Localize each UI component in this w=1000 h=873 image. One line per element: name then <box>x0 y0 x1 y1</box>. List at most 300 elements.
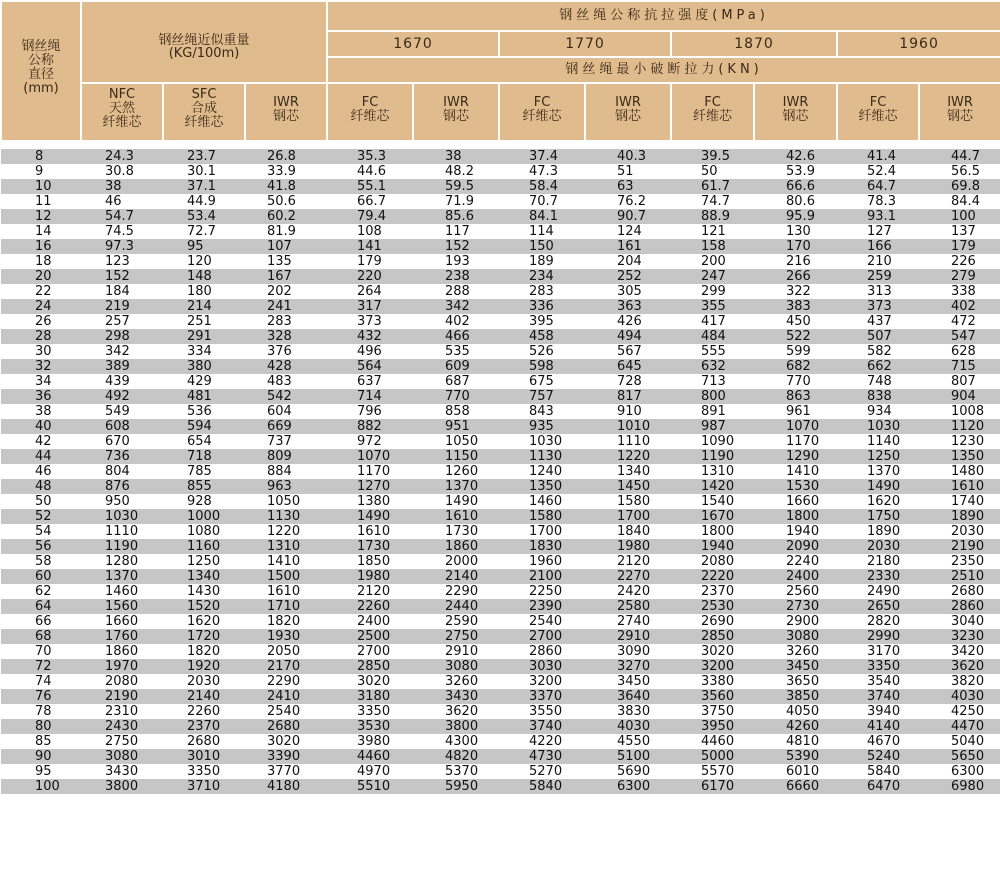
col-header-sfc: SFC 合成 纤维芯 <box>163 83 245 141</box>
col-header-fc-1960: FC 纤维芯 <box>837 83 919 141</box>
force-fc-1960-cell: 1890 <box>837 524 919 539</box>
force-fc-1960-cell: 2490 <box>837 584 919 599</box>
diameter-cell: 12 <box>1 209 81 224</box>
grade-header-1870: 1870 <box>671 31 837 57</box>
weight-header: 钢丝绳近似重量 (KG/100m) <box>81 1 327 83</box>
diameter-cell: 44 <box>1 449 81 464</box>
force-fc-1670-cell: 1380 <box>327 494 413 509</box>
col-header-iwr-1960: IWR 钢芯 <box>919 83 1000 141</box>
force-fc-1960-cell: 3350 <box>837 659 919 674</box>
force-fc-1770-cell: 757 <box>499 389 585 404</box>
force-iwr-1960-cell: 3620 <box>919 659 1000 674</box>
force-fc-1670-cell: 1270 <box>327 479 413 494</box>
force-iwr-1960-cell: 2680 <box>919 584 1000 599</box>
force-fc-1870-cell: 1090 <box>671 434 754 449</box>
force-fc-1670-cell: 1070 <box>327 449 413 464</box>
force-iwr-1870-cell: 5390 <box>754 749 837 764</box>
force-iwr-1770-cell: 63 <box>585 179 671 194</box>
force-fc-1870-cell: 3380 <box>671 674 754 689</box>
weight-iwr-cell: 3020 <box>245 734 327 749</box>
force-fc-1770-cell: 5270 <box>499 764 585 779</box>
force-fc-1960-cell: 5840 <box>837 764 919 779</box>
force-fc-1670-cell: 2400 <box>327 614 413 629</box>
force-fc-1670-cell: 179 <box>327 254 413 269</box>
force-iwr-1670-cell: 288 <box>413 284 499 299</box>
force-iwr-1770-cell: 1580 <box>585 494 671 509</box>
table-row <box>1 689 1000 704</box>
force-iwr-1960-cell: 5040 <box>919 734 1000 749</box>
force-iwr-1870-cell: 170 <box>754 239 837 254</box>
force-iwr-1670-cell: 38 <box>413 149 499 164</box>
force-fc-1870-cell: 355 <box>671 299 754 314</box>
force-iwr-1870-cell: 6010 <box>754 764 837 779</box>
force-iwr-1670-cell: 535 <box>413 344 499 359</box>
weight-sfc-cell: 654 <box>163 434 245 449</box>
weight-sfc-cell: 1520 <box>163 599 245 614</box>
weight-sfc-cell: 380 <box>163 359 245 374</box>
force-fc-1870-cell: 299 <box>671 284 754 299</box>
weight-iwr-cell: 809 <box>245 449 327 464</box>
weight-iwr-cell: 41.8 <box>245 179 327 194</box>
force-iwr-1670-cell: 1150 <box>413 449 499 464</box>
force-iwr-1770-cell: 1110 <box>585 434 671 449</box>
force-iwr-1870-cell: 4260 <box>754 719 837 734</box>
weight-nfc-cell: 804 <box>81 464 163 479</box>
force-iwr-1960-cell: 1008 <box>919 404 1000 419</box>
weight-nfc-cell: 3800 <box>81 779 163 794</box>
weight-sfc-cell: 855 <box>163 479 245 494</box>
force-iwr-1670-cell: 2290 <box>413 584 499 599</box>
force-fc-1670-cell: 373 <box>327 314 413 329</box>
force-fc-1770-cell: 70.7 <box>499 194 585 209</box>
diameter-header: 钢丝绳 公称 直径 (mm) <box>1 1 81 141</box>
force-fc-1770-cell: 336 <box>499 299 585 314</box>
force-iwr-1670-cell: 5370 <box>413 764 499 779</box>
diameter-cell: 9 <box>1 164 81 179</box>
force-iwr-1870-cell: 1530 <box>754 479 837 494</box>
diameter-cell: 30 <box>1 344 81 359</box>
force-fc-1670-cell: 3350 <box>327 704 413 719</box>
force-fc-1770-cell: 189 <box>499 254 585 269</box>
force-fc-1670-cell: 108 <box>327 224 413 239</box>
table-row <box>1 284 1000 299</box>
col-header-nfc: NFC 天然 纤维芯 <box>81 83 163 141</box>
force-fc-1770-cell: 150 <box>499 239 585 254</box>
table-row <box>1 734 1000 749</box>
force-fc-1870-cell: 121 <box>671 224 754 239</box>
weight-nfc-cell: 1970 <box>81 659 163 674</box>
col-header-iwr: IWR 钢芯 <box>245 83 327 141</box>
weight-iwr-cell: 604 <box>245 404 327 419</box>
diameter-cell: 56 <box>1 539 81 554</box>
col-header-iwr-1770: IWR 钢芯 <box>585 83 671 141</box>
force-iwr-1770-cell: 3830 <box>585 704 671 719</box>
force-fc-1670-cell: 1610 <box>327 524 413 539</box>
diameter-cell: 70 <box>1 644 81 659</box>
weight-iwr-cell: 1500 <box>245 569 327 584</box>
weight-iwr-cell: 884 <box>245 464 327 479</box>
force-iwr-1960-cell: 84.4 <box>919 194 1000 209</box>
force-iwr-1670-cell: 2440 <box>413 599 499 614</box>
force-iwr-1770-cell: 817 <box>585 389 671 404</box>
force-iwr-1770-cell: 2120 <box>585 554 671 569</box>
force-fc-1870-cell: 39.5 <box>671 149 754 164</box>
force-iwr-1960-cell: 1740 <box>919 494 1000 509</box>
force-fc-1670-cell: 2120 <box>327 584 413 599</box>
weight-nfc-cell: 389 <box>81 359 163 374</box>
force-iwr-1960-cell: 1480 <box>919 464 1000 479</box>
force-iwr-1960-cell: 2030 <box>919 524 1000 539</box>
force-fc-1870-cell: 484 <box>671 329 754 344</box>
weight-iwr-cell: 328 <box>245 329 327 344</box>
force-fc-1960-cell: 2180 <box>837 554 919 569</box>
weight-nfc-cell: 3080 <box>81 749 163 764</box>
force-fc-1770-cell: 2540 <box>499 614 585 629</box>
force-fc-1870-cell: 2220 <box>671 569 754 584</box>
weight-nfc-cell: 54.7 <box>81 209 163 224</box>
weight-iwr-cell: 483 <box>245 374 327 389</box>
force-iwr-1670-cell: 71.9 <box>413 194 499 209</box>
force-iwr-1960-cell: 472 <box>919 314 1000 329</box>
force-fc-1770-cell: 675 <box>499 374 585 389</box>
force-iwr-1960-cell: 3040 <box>919 614 1000 629</box>
table-row <box>1 614 1000 629</box>
weight-nfc-cell: 298 <box>81 329 163 344</box>
force-iwr-1870-cell: 3260 <box>754 644 837 659</box>
force-iwr-1960-cell: 1230 <box>919 434 1000 449</box>
table-row <box>1 494 1000 509</box>
force-iwr-1670-cell: 1860 <box>413 539 499 554</box>
force-fc-1870-cell: 1800 <box>671 524 754 539</box>
diameter-cell: 52 <box>1 509 81 524</box>
force-iwr-1770-cell: 5690 <box>585 764 671 779</box>
force-iwr-1770-cell: 124 <box>585 224 671 239</box>
force-iwr-1870-cell: 2560 <box>754 584 837 599</box>
force-iwr-1960-cell: 547 <box>919 329 1000 344</box>
force-fc-1770-cell: 2390 <box>499 599 585 614</box>
force-iwr-1670-cell: 2140 <box>413 569 499 584</box>
force-fc-1960-cell: 210 <box>837 254 919 269</box>
force-fc-1770-cell: 3550 <box>499 704 585 719</box>
diameter-cell: 24 <box>1 299 81 314</box>
weight-iwr-cell: 1310 <box>245 539 327 554</box>
force-fc-1670-cell: 637 <box>327 374 413 389</box>
force-iwr-1870-cell: 1800 <box>754 509 837 524</box>
force-fc-1870-cell: 3950 <box>671 719 754 734</box>
weight-sfc-cell: 23.7 <box>163 149 245 164</box>
force-iwr-1960-cell: 1350 <box>919 449 1000 464</box>
force-fc-1870-cell: 3020 <box>671 644 754 659</box>
weight-sfc-cell: 2140 <box>163 689 245 704</box>
force-iwr-1770-cell: 252 <box>585 269 671 284</box>
weight-nfc-cell: 2430 <box>81 719 163 734</box>
diameter-cell: 100 <box>1 779 81 794</box>
force-iwr-1670-cell: 238 <box>413 269 499 284</box>
weight-iwr-cell: 283 <box>245 314 327 329</box>
force-fc-1960-cell: 259 <box>837 269 919 284</box>
force-fc-1770-cell: 1460 <box>499 494 585 509</box>
force-iwr-1670-cell: 3620 <box>413 704 499 719</box>
weight-nfc-cell: 2080 <box>81 674 163 689</box>
force-iwr-1960-cell: 6300 <box>919 764 1000 779</box>
force-iwr-1670-cell: 402 <box>413 314 499 329</box>
force-fc-1770-cell: 4220 <box>499 734 585 749</box>
weight-iwr-cell: 1410 <box>245 554 327 569</box>
force-fc-1960-cell: 3740 <box>837 689 919 704</box>
weight-sfc-cell: 148 <box>163 269 245 284</box>
weight-sfc-cell: 481 <box>163 389 245 404</box>
force-fc-1960-cell: 1750 <box>837 509 919 524</box>
table-header <box>1 1 1000 141</box>
force-iwr-1670-cell: 5950 <box>413 779 499 794</box>
force-iwr-1870-cell: 2400 <box>754 569 837 584</box>
force-fc-1670-cell: 317 <box>327 299 413 314</box>
force-iwr-1770-cell: 1450 <box>585 479 671 494</box>
force-fc-1960-cell: 3540 <box>837 674 919 689</box>
force-fc-1870-cell: 800 <box>671 389 754 404</box>
force-iwr-1670-cell: 59.5 <box>413 179 499 194</box>
force-fc-1770-cell: 1830 <box>499 539 585 554</box>
weight-sfc-cell: 536 <box>163 404 245 419</box>
force-fc-1770-cell: 3370 <box>499 689 585 704</box>
force-iwr-1870-cell: 1940 <box>754 524 837 539</box>
force-iwr-1770-cell: 4550 <box>585 734 671 749</box>
force-iwr-1870-cell: 383 <box>754 299 837 314</box>
weight-sfc-cell: 1620 <box>163 614 245 629</box>
weight-iwr-cell: 2680 <box>245 719 327 734</box>
weight-iwr-cell: 241 <box>245 299 327 314</box>
force-fc-1960-cell: 437 <box>837 314 919 329</box>
force-iwr-1870-cell: 3650 <box>754 674 837 689</box>
force-fc-1770-cell: 1030 <box>499 434 585 449</box>
force-fc-1960-cell: 582 <box>837 344 919 359</box>
diameter-cell: 34 <box>1 374 81 389</box>
force-fc-1960-cell: 5240 <box>837 749 919 764</box>
table-row <box>1 269 1000 284</box>
force-iwr-1870-cell: 266 <box>754 269 837 284</box>
weight-iwr-cell: 1930 <box>245 629 327 644</box>
force-iwr-1670-cell: 609 <box>413 359 499 374</box>
force-fc-1870-cell: 200 <box>671 254 754 269</box>
force-iwr-1770-cell: 2420 <box>585 584 671 599</box>
grade-header-1670: 1670 <box>327 31 499 57</box>
weight-nfc-cell: 1190 <box>81 539 163 554</box>
force-fc-1770-cell: 458 <box>499 329 585 344</box>
table-row <box>1 704 1000 719</box>
force-iwr-1960-cell: 1120 <box>919 419 1000 434</box>
diameter-cell: 48 <box>1 479 81 494</box>
force-iwr-1670-cell: 2910 <box>413 644 499 659</box>
table-row <box>1 209 1000 224</box>
table-row <box>1 389 1000 404</box>
force-iwr-1770-cell: 305 <box>585 284 671 299</box>
force-fc-1670-cell: 220 <box>327 269 413 284</box>
table-row <box>1 434 1000 449</box>
force-fc-1670-cell: 882 <box>327 419 413 434</box>
diameter-cell: 78 <box>1 704 81 719</box>
diameter-cell: 50 <box>1 494 81 509</box>
force-fc-1670-cell: 1490 <box>327 509 413 524</box>
force-iwr-1960-cell: 807 <box>919 374 1000 389</box>
force-fc-1960-cell: 64.7 <box>837 179 919 194</box>
diameter-cell: 32 <box>1 359 81 374</box>
weight-iwr-cell: 1220 <box>245 524 327 539</box>
weight-sfc-cell: 1720 <box>163 629 245 644</box>
force-fc-1670-cell: 3180 <box>327 689 413 704</box>
force-iwr-1870-cell: 1170 <box>754 434 837 449</box>
force-fc-1770-cell: 3740 <box>499 719 585 734</box>
force-iwr-1960-cell: 3420 <box>919 644 1000 659</box>
weight-sfc-cell: 2260 <box>163 704 245 719</box>
force-fc-1870-cell: 2850 <box>671 629 754 644</box>
force-fc-1670-cell: 564 <box>327 359 413 374</box>
force-fc-1960-cell: 1030 <box>837 419 919 434</box>
weight-nfc-cell: 1460 <box>81 584 163 599</box>
weight-iwr-cell: 33.9 <box>245 164 327 179</box>
table-row <box>1 659 1000 674</box>
force-iwr-1670-cell: 1260 <box>413 464 499 479</box>
weight-iwr-cell: 2410 <box>245 689 327 704</box>
force-iwr-1960-cell: 226 <box>919 254 1000 269</box>
force-iwr-1870-cell: 3080 <box>754 629 837 644</box>
table-row <box>1 584 1000 599</box>
force-iwr-1670-cell: 48.2 <box>413 164 499 179</box>
force-fc-1670-cell: 5510 <box>327 779 413 794</box>
table-row <box>1 404 1000 419</box>
strength-header: 钢丝绳公称抗拉强度(MPa) <box>327 1 1000 31</box>
weight-nfc-cell: 97.3 <box>81 239 163 254</box>
force-fc-1870-cell: 3750 <box>671 704 754 719</box>
force-iwr-1870-cell: 2240 <box>754 554 837 569</box>
force-iwr-1870-cell: 522 <box>754 329 837 344</box>
weight-nfc-cell: 876 <box>81 479 163 494</box>
force-iwr-1670-cell: 117 <box>413 224 499 239</box>
force-fc-1960-cell: 6470 <box>837 779 919 794</box>
diameter-cell: 58 <box>1 554 81 569</box>
weight-iwr-cell: 963 <box>245 479 327 494</box>
force-fc-1870-cell: 713 <box>671 374 754 389</box>
force-iwr-1770-cell: 2910 <box>585 629 671 644</box>
force-iwr-1960-cell: 715 <box>919 359 1000 374</box>
weight-sfc-cell: 429 <box>163 374 245 389</box>
force-iwr-1770-cell: 6300 <box>585 779 671 794</box>
table-row <box>1 779 1000 794</box>
force-iwr-1770-cell: 4030 <box>585 719 671 734</box>
force-iwr-1670-cell: 466 <box>413 329 499 344</box>
table-body <box>1 141 1000 794</box>
force-fc-1670-cell: 1980 <box>327 569 413 584</box>
force-iwr-1770-cell: 1340 <box>585 464 671 479</box>
force-fc-1670-cell: 1730 <box>327 539 413 554</box>
force-fc-1870-cell: 2370 <box>671 584 754 599</box>
force-iwr-1960-cell: 3820 <box>919 674 1000 689</box>
force-fc-1870-cell: 1190 <box>671 449 754 464</box>
weight-iwr-cell: 60.2 <box>245 209 327 224</box>
force-fc-1870-cell: 5000 <box>671 749 754 764</box>
force-fc-1770-cell: 4730 <box>499 749 585 764</box>
force-fc-1770-cell: 58.4 <box>499 179 585 194</box>
table-row <box>1 539 1000 554</box>
force-iwr-1960-cell: 179 <box>919 239 1000 254</box>
force-iwr-1770-cell: 1700 <box>585 509 671 524</box>
force-iwr-1870-cell: 1410 <box>754 464 837 479</box>
weight-sfc-cell: 785 <box>163 464 245 479</box>
table-row <box>1 764 1000 779</box>
force-fc-1670-cell: 3020 <box>327 674 413 689</box>
weight-iwr-cell: 1050 <box>245 494 327 509</box>
weight-nfc-cell: 1370 <box>81 569 163 584</box>
force-iwr-1670-cell: 3260 <box>413 674 499 689</box>
force-iwr-1670-cell: 152 <box>413 239 499 254</box>
force-fc-1960-cell: 1250 <box>837 449 919 464</box>
weight-sfc-cell: 3010 <box>163 749 245 764</box>
weight-sfc-cell: 1000 <box>163 509 245 524</box>
table-row <box>1 719 1000 734</box>
force-iwr-1770-cell: 3270 <box>585 659 671 674</box>
force-iwr-1670-cell: 1730 <box>413 524 499 539</box>
force-fc-1870-cell: 2530 <box>671 599 754 614</box>
weight-sfc-cell: 2680 <box>163 734 245 749</box>
weight-sfc-cell: 53.4 <box>163 209 245 224</box>
diameter-cell: 54 <box>1 524 81 539</box>
weight-sfc-cell: 3350 <box>163 764 245 779</box>
weight-nfc-cell: 1660 <box>81 614 163 629</box>
weight-iwr-cell: 669 <box>245 419 327 434</box>
force-fc-1670-cell: 141 <box>327 239 413 254</box>
force-iwr-1960-cell: 6980 <box>919 779 1000 794</box>
diameter-cell: 40 <box>1 419 81 434</box>
force-iwr-1960-cell: 4250 <box>919 704 1000 719</box>
force-iwr-1770-cell: 5100 <box>585 749 671 764</box>
force-fc-1870-cell: 6170 <box>671 779 754 794</box>
weight-sfc-cell: 44.9 <box>163 194 245 209</box>
force-fc-1960-cell: 662 <box>837 359 919 374</box>
diameter-cell: 90 <box>1 749 81 764</box>
table-row <box>1 524 1000 539</box>
force-iwr-1670-cell: 3800 <box>413 719 499 734</box>
force-iwr-1670-cell: 2590 <box>413 614 499 629</box>
force-iwr-1670-cell: 342 <box>413 299 499 314</box>
table-row <box>1 359 1000 374</box>
force-fc-1870-cell: 3200 <box>671 659 754 674</box>
force-fc-1670-cell: 2500 <box>327 629 413 644</box>
force-fc-1770-cell: 935 <box>499 419 585 434</box>
force-fc-1670-cell: 2700 <box>327 644 413 659</box>
table-row <box>1 599 1000 614</box>
force-iwr-1770-cell: 2580 <box>585 599 671 614</box>
force-fc-1960-cell: 748 <box>837 374 919 389</box>
force-fc-1670-cell: 496 <box>327 344 413 359</box>
force-fc-1670-cell: 44.6 <box>327 164 413 179</box>
weight-iwr-cell: 3390 <box>245 749 327 764</box>
weight-nfc-cell: 3430 <box>81 764 163 779</box>
weight-iwr-cell: 107 <box>245 239 327 254</box>
diameter-cell: 72 <box>1 659 81 674</box>
force-iwr-1960-cell: 338 <box>919 284 1000 299</box>
force-fc-1960-cell: 1140 <box>837 434 919 449</box>
diameter-cell: 42 <box>1 434 81 449</box>
weight-nfc-cell: 2750 <box>81 734 163 749</box>
weight-sfc-cell: 2030 <box>163 674 245 689</box>
diameter-cell: 36 <box>1 389 81 404</box>
weight-iwr-cell: 4180 <box>245 779 327 794</box>
weight-sfc-cell: 214 <box>163 299 245 314</box>
col-header-fc-1670: FC 纤维芯 <box>327 83 413 141</box>
weight-iwr-cell: 737 <box>245 434 327 449</box>
force-fc-1960-cell: 4140 <box>837 719 919 734</box>
diameter-cell: 64 <box>1 599 81 614</box>
diameter-cell: 74 <box>1 674 81 689</box>
